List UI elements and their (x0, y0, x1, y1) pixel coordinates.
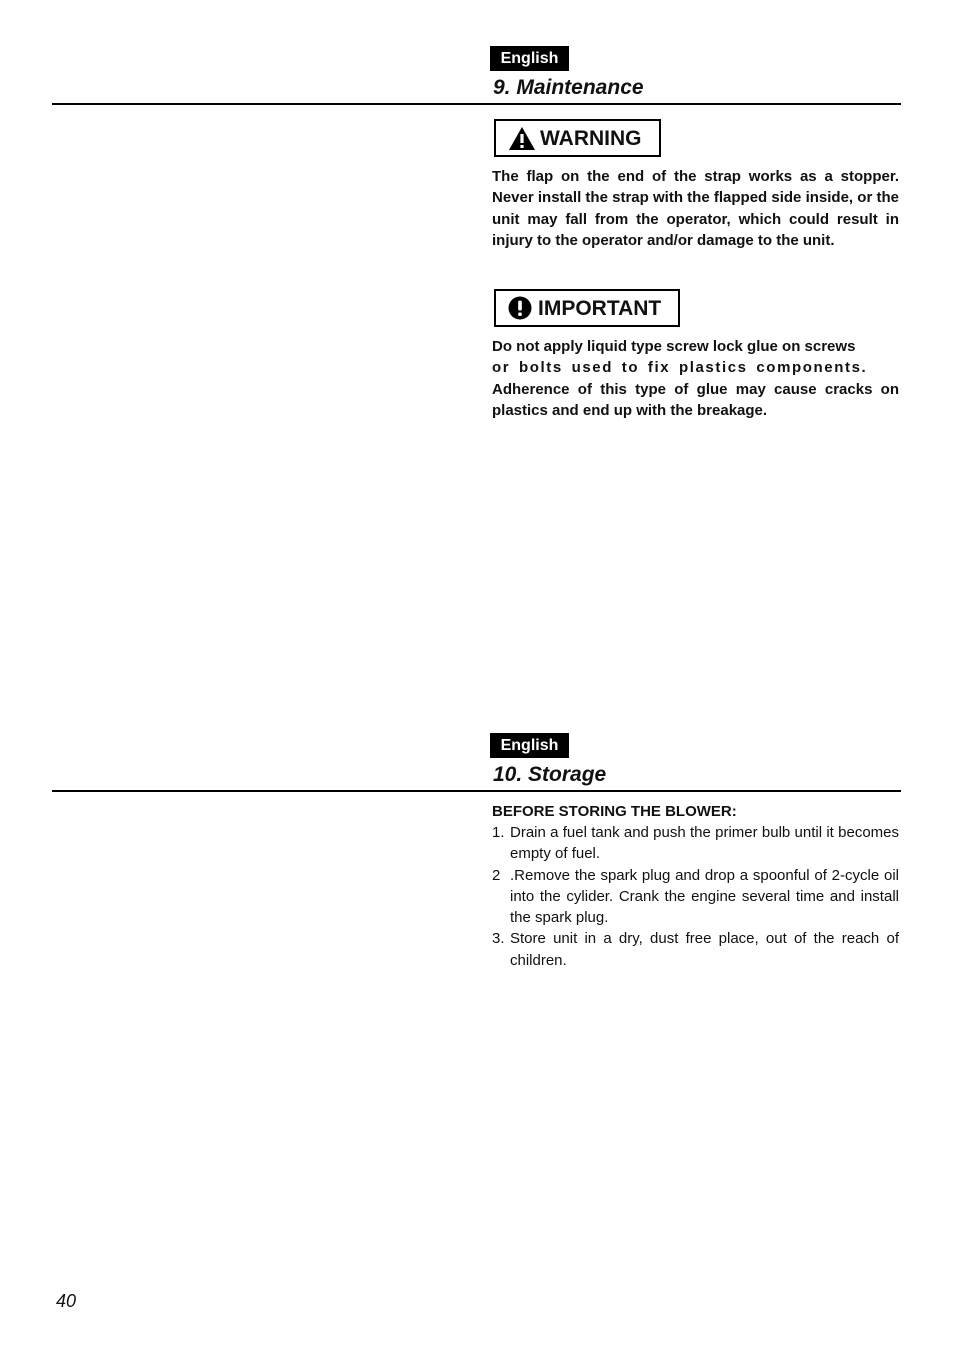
language-tab: English (490, 733, 569, 758)
step-number: 2 (492, 866, 501, 884)
important-text-line-2: or bolts used to fix plastics components. (492, 359, 868, 377)
section-divider (52, 790, 901, 792)
step-text: Store unit in a dry, dust free place, out of the reach of children. (510, 930, 899, 969)
language-tab: English (490, 46, 569, 71)
important-text (492, 336, 899, 421)
section-title-storage: 10. Storage (493, 763, 607, 786)
section-title-maintenance: 9. Maintenance (493, 76, 644, 99)
list-item (492, 928, 899, 971)
warning-box (494, 119, 661, 157)
section-divider (52, 103, 901, 105)
step-number: 1. (492, 824, 505, 841)
storage-subheading: BEFORE STORING THE BLOWER: (492, 803, 737, 820)
important-box (494, 289, 680, 327)
warning-label: WARNING (540, 126, 642, 150)
important-text-rest: Adherence of this type of glue may cause cracks on plastics and end up with the breakage. (492, 380, 899, 419)
important-text-line-1: Do not apply liquid type screw lock glue on screws (492, 338, 856, 355)
step-text: Drain a fuel tank and push the primer bulb until it becomes empty of fuel. (510, 824, 899, 863)
list-item (492, 865, 899, 929)
warning-triangle-icon (508, 126, 536, 151)
page-number: 40 (56, 1291, 77, 1311)
important-label: IMPORTANT (538, 296, 662, 320)
storage-steps-list (492, 822, 899, 971)
exclamation-circle-icon (508, 296, 532, 320)
list-item (492, 822, 899, 865)
step-number: 3. (492, 930, 505, 948)
step-text: .Remove the spark plug and drop a spoonful of 2-cycle oil into the cylider. Crank the engine several time and install the spark plug. (510, 866, 899, 927)
warning-text: The flap on the end of the strap works as a stopper. Never install the strap with the flapped side inside, or the unit may fall from the operator, which could result in injury to the operator and/or damage to the unit. (492, 168, 899, 249)
